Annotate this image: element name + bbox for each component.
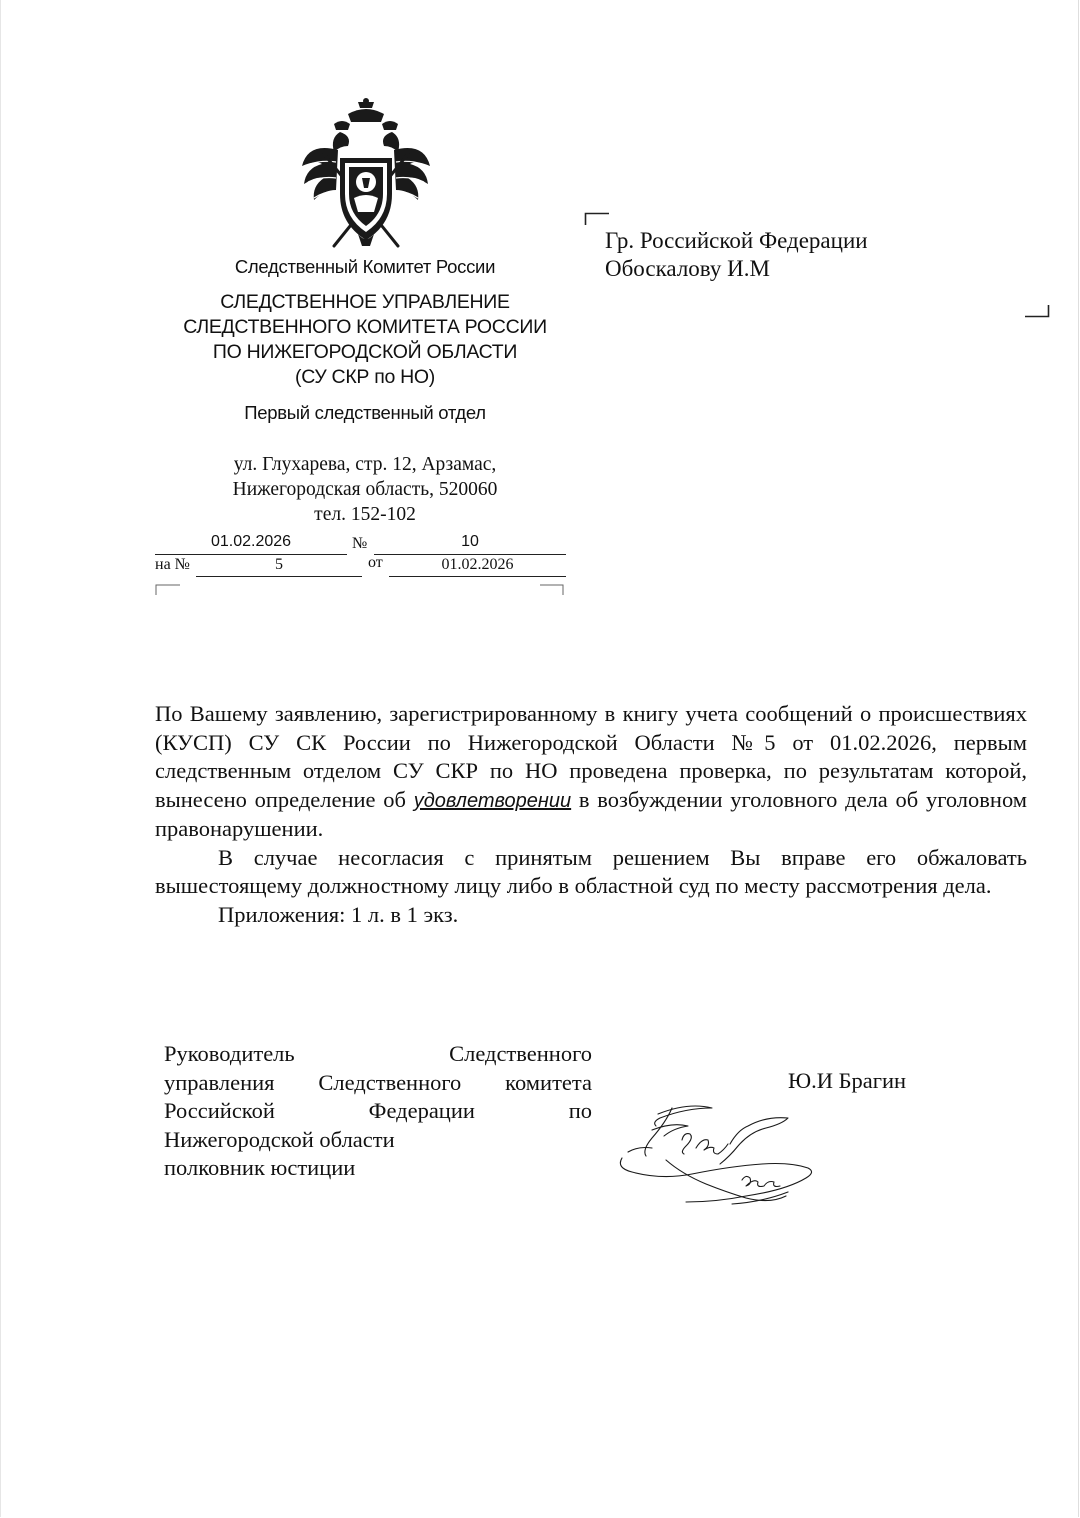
sender-address xyxy=(155,452,575,527)
recipient-line-2: Обоскалову И.М xyxy=(605,256,770,281)
signer-title-line-1: Руководитель Следственного xyxy=(164,1041,592,1066)
recipient-corner-top-left xyxy=(584,212,610,226)
reference-date-line xyxy=(389,576,566,577)
department-abbreviation: (СУ СКР по НО) xyxy=(295,366,435,388)
outgoing-number: 10 xyxy=(461,533,479,550)
recipient-corner-bottom-right xyxy=(1024,304,1050,318)
signer-title-line-4: Нижегородской области xyxy=(164,1126,395,1152)
body-paragraph-2: В случае несогласия с принятым решением Вы вправе его обжаловать вышестоящему должностному лицу либо в областной суд по месту рассмотрения дела. xyxy=(155,844,1027,898)
reference-number-label: на № xyxy=(155,556,190,573)
signer-title-line-2: управления Следственного комитета xyxy=(164,1069,592,1095)
body-paragraph-1 xyxy=(155,700,1027,844)
signer-title xyxy=(164,1040,592,1183)
body-p1-before: По Вашему заявлению, зарегистрированному в книгу учета сообщений о происшествиях (КУСП) СУ СК России по Нижегородской Области №5 от 01.02.2026, первым следственным отделом СУ СКР по НО проведена проверка, по результатам которой, вынесено определение об xyxy=(155,701,1027,812)
phone: тел. 152-102 xyxy=(314,504,416,525)
reference-date-label: от xyxy=(368,554,383,571)
division-name: Первый следственный отдел xyxy=(244,402,486,423)
address-line-2: Нижегородская область, 520060 xyxy=(232,479,498,500)
decision-emphasis: удовлетворении xyxy=(413,789,572,812)
outgoing-number-line xyxy=(374,554,566,555)
body-p1-after: в возбуждении уголовного дела об уголовном правонарушении. xyxy=(155,786,1028,841)
investigative-committee-emblem xyxy=(298,98,434,250)
attachments-note: Приложения: 1 л. в 1 экз. xyxy=(218,901,459,927)
signer-name: Ю.И Брагин xyxy=(788,1068,907,1093)
corner-mark-top-left xyxy=(155,584,181,596)
department-line-3: ПО НИЖЕГОРОДСКОЙ ОБЛАСТИ xyxy=(212,341,518,363)
recipient-line-1: Гр. Российской Федерации xyxy=(605,228,868,253)
number-label: № xyxy=(352,535,368,552)
corner-mark-top-right xyxy=(539,584,565,596)
reference-number-line xyxy=(196,576,362,577)
letter-body xyxy=(155,700,1027,929)
department-header xyxy=(150,290,580,390)
outgoing-date-line xyxy=(155,554,347,555)
outgoing-date: 01.02.2026 xyxy=(210,533,292,550)
recipient-block xyxy=(605,227,868,283)
signer-rank: полковник юстиции xyxy=(164,1155,356,1180)
reference-date: 01.02.2026 xyxy=(441,556,514,573)
department-line-1: СЛЕДСТВЕННОЕ УПРАВЛЕНИЕ xyxy=(220,291,510,313)
handwritten-signature xyxy=(612,1100,818,1210)
department-line-2: СЛЕДСТВЕННОГО КОМИТЕТА РОССИИ xyxy=(183,316,547,338)
reference-number: 5 xyxy=(275,556,283,573)
address-line-1: ул. Глухарева, стр. 12, Арзамас, xyxy=(233,454,497,475)
committee-name: Следственный Комитет России xyxy=(234,256,496,277)
signer-title-line-3: Российской Федерации по xyxy=(164,1098,592,1123)
